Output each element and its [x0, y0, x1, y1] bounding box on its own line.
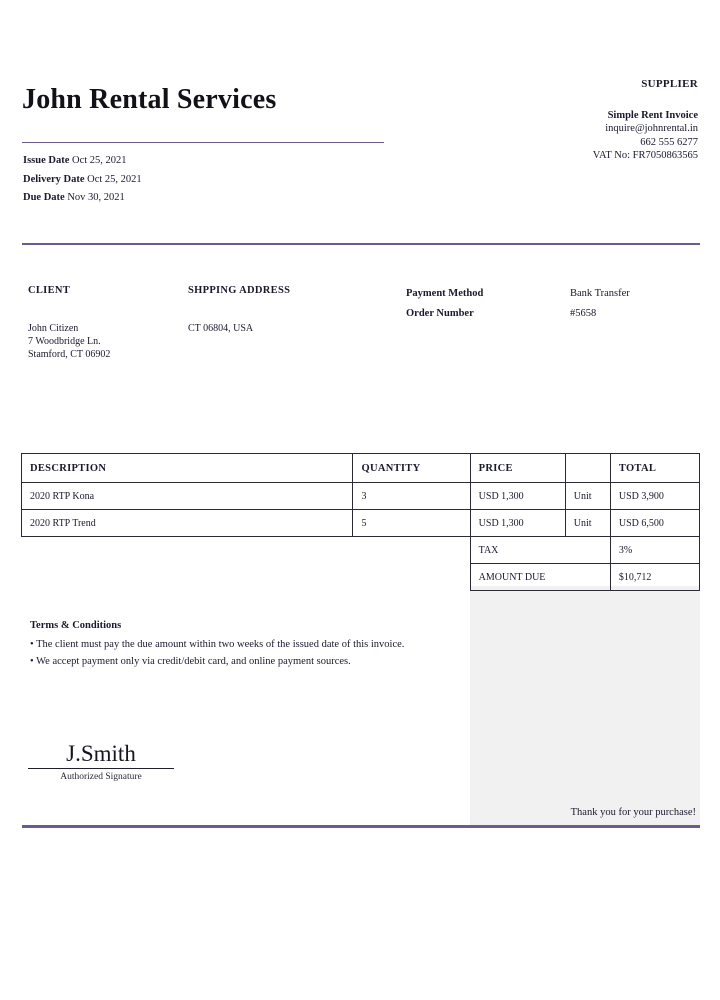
line-items-table: [21, 453, 700, 591]
tax-row: [22, 537, 700, 564]
terms-heading: Terms & Conditions: [30, 620, 122, 631]
client-heading: CLIENT: [28, 285, 71, 296]
row-total: USD 3,900: [610, 483, 699, 510]
tax-spacer-quantity: [353, 537, 470, 564]
order-number-label: Order Number: [406, 308, 474, 319]
row-unit: Unit: [565, 483, 610, 510]
header-description: DESCRIPTION: [22, 454, 353, 483]
row-quantity: 5: [353, 510, 470, 537]
header-quantity: QUANTITY: [353, 454, 470, 483]
amount-spacer-quantity: [353, 564, 470, 591]
delivery-date-value: Oct 25, 2021: [87, 173, 142, 185]
issue-date-label: Issue Date: [23, 155, 70, 166]
delivery-date-label: Delivery Date: [23, 173, 85, 185]
supplier-vat: VAT No: FR7050863565: [592, 150, 698, 161]
payment-method-label: Payment Method: [406, 288, 484, 299]
signature-name: J.Smith: [66, 741, 136, 766]
supplier-name: Simple Rent Invoice: [607, 109, 698, 121]
supplier-email: inquire@johnrental.in: [605, 123, 698, 134]
signature-block: [28, 740, 174, 782]
table-header-row: [22, 454, 700, 483]
payment-block: [406, 284, 630, 324]
issue-date-value: Oct 25, 2021: [72, 155, 127, 166]
row-description: 2020 RTP Trend: [22, 510, 353, 537]
order-number-row: [406, 304, 630, 324]
issue-date-row: [23, 152, 142, 171]
due-date-label: Due Date: [23, 192, 65, 203]
footer-gray-panel: [470, 586, 700, 826]
terms-item: • The client must pay the due amount within two weeks of the issued date of this invoice.: [30, 639, 405, 650]
tax-label: TAX: [470, 537, 610, 564]
footer-divider: [22, 825, 700, 828]
terms-item: • We accept payment only via credit/debit card, and online payment sources.: [30, 656, 351, 667]
signature-label: Authorized Signature: [60, 772, 142, 782]
header-price: PRICE: [470, 454, 565, 483]
table-row: [22, 483, 700, 510]
company-title: John Rental Services: [22, 84, 277, 115]
header-total: TOTAL: [610, 454, 699, 483]
supplier-heading: SUPPLIER: [641, 78, 698, 90]
header-divider: [22, 243, 700, 245]
shipping-heading: SHPPING ADDRESS: [188, 285, 291, 296]
invoice-dates: [23, 152, 142, 208]
header-unit: [565, 454, 610, 483]
order-number-value: #5658: [570, 308, 597, 319]
payment-method-row: [406, 284, 630, 304]
thank-you-note: Thank you for your purchase!: [570, 807, 696, 818]
tax-spacer-description: [22, 537, 353, 564]
due-date-value: Nov 30, 2021: [67, 192, 125, 203]
terms-and-conditions: [30, 617, 468, 670]
client-block: [28, 284, 110, 361]
row-price: USD 1,300: [470, 510, 565, 537]
row-description: 2020 RTP Kona: [22, 483, 353, 510]
signature-rule: [28, 768, 174, 769]
title-divider: [22, 142, 384, 143]
payment-method-value: Bank Transfer: [570, 288, 630, 299]
client-address-line2: Stamford, CT 06902: [28, 349, 111, 360]
shipping-block: [188, 284, 290, 335]
amount-due-value: $10,712: [610, 564, 699, 591]
client-address-line1: 7 Woodbridge Ln.: [28, 336, 101, 347]
supplier-block: [593, 78, 698, 163]
row-price: USD 1,300: [470, 483, 565, 510]
row-quantity: 3: [353, 483, 470, 510]
shipping-address: CT 06804, USA: [188, 323, 254, 334]
table-row: [22, 510, 700, 537]
tax-value: 3%: [610, 537, 699, 564]
due-date-row: [23, 189, 142, 208]
row-unit: Unit: [565, 510, 610, 537]
client-name: John Citizen: [28, 323, 79, 334]
amount-due-label: AMOUNT DUE: [470, 564, 610, 591]
amount-spacer-description: [22, 564, 353, 591]
delivery-date-row: [23, 171, 142, 190]
row-total: USD 6,500: [610, 510, 699, 537]
amount-due-row: [22, 564, 700, 591]
supplier-phone: 662 555 6277: [640, 136, 698, 148]
